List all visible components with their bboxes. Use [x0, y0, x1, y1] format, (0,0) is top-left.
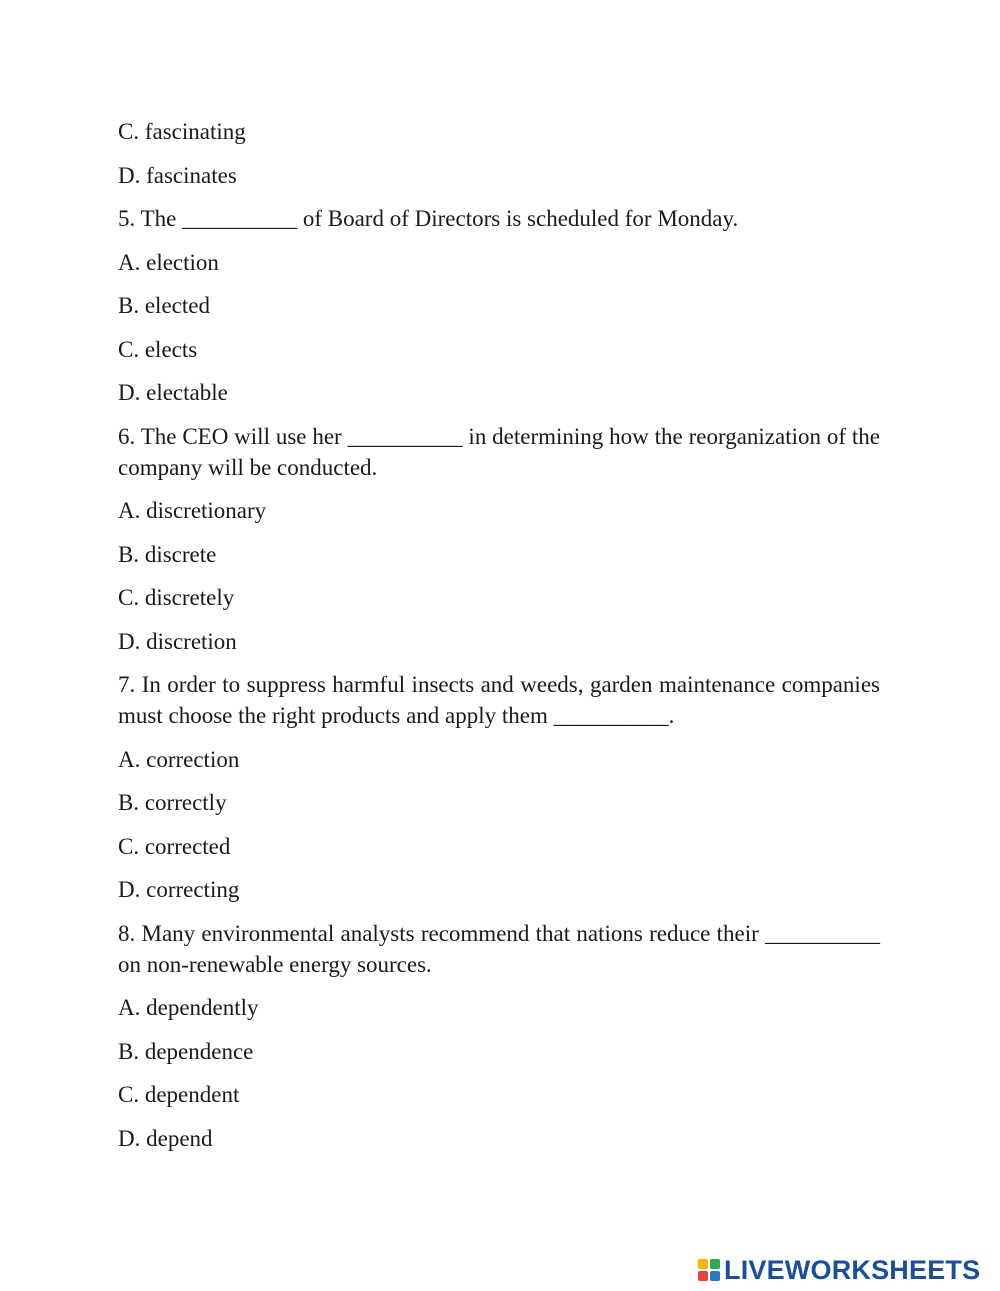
- option-4c: C. fascinating: [118, 119, 246, 144]
- logo-tiles-icon: [698, 1259, 720, 1281]
- logo-text: LIVEWORKSHEETS: [724, 1254, 981, 1285]
- option-8c: C. dependent: [118, 1082, 240, 1107]
- option-7b: B. correctly: [118, 790, 227, 815]
- question-8-stem: 8. Many environmental analysts recommend that nations reduce their __________ on non-renewable energy sources.: [118, 920, 880, 977]
- option-8d: D. depend: [118, 1125, 213, 1151]
- logo-tile-4: [710, 1271, 720, 1281]
- option-7a: A. correction: [118, 746, 240, 772]
- option-6c: C. discretely: [118, 585, 235, 610]
- option-8a: A. dependently: [118, 995, 259, 1020]
- option-7d: D. correcting: [118, 877, 240, 902]
- logo-tile-2: [710, 1259, 720, 1269]
- option-4d: D. fascinates: [118, 162, 237, 188]
- logo-tile-1: [698, 1259, 708, 1269]
- option-5a: A. election: [118, 249, 219, 275]
- logo-tile-3: [698, 1271, 708, 1281]
- option-7c: C. corrected: [118, 833, 231, 859]
- option-6d: D. discretion: [118, 628, 237, 654]
- option-8b: B. dependence: [118, 1038, 254, 1064]
- option-5b: B. elected: [118, 293, 210, 318]
- option-6a: A. discretionary: [118, 498, 267, 523]
- liveworksheets-logo: [698, 1254, 980, 1286]
- question-6-stem: 6. The CEO will use her __________ in determining how the reorganization of the company will be conducted.: [118, 423, 880, 480]
- question-7-stem: 7. In order to suppress harmful insects and weeds, garden maintenance companies must choose the right products and apply them __________.: [118, 672, 880, 728]
- option-6b: B. discrete: [118, 541, 217, 567]
- question-5-stem: 5. The __________ of Board of Directors is scheduled for Monday.: [118, 206, 739, 231]
- option-5c: C. elects: [118, 336, 198, 362]
- worksheet-content: [118, 116, 880, 1166]
- option-5d: D. electable: [118, 380, 228, 405]
